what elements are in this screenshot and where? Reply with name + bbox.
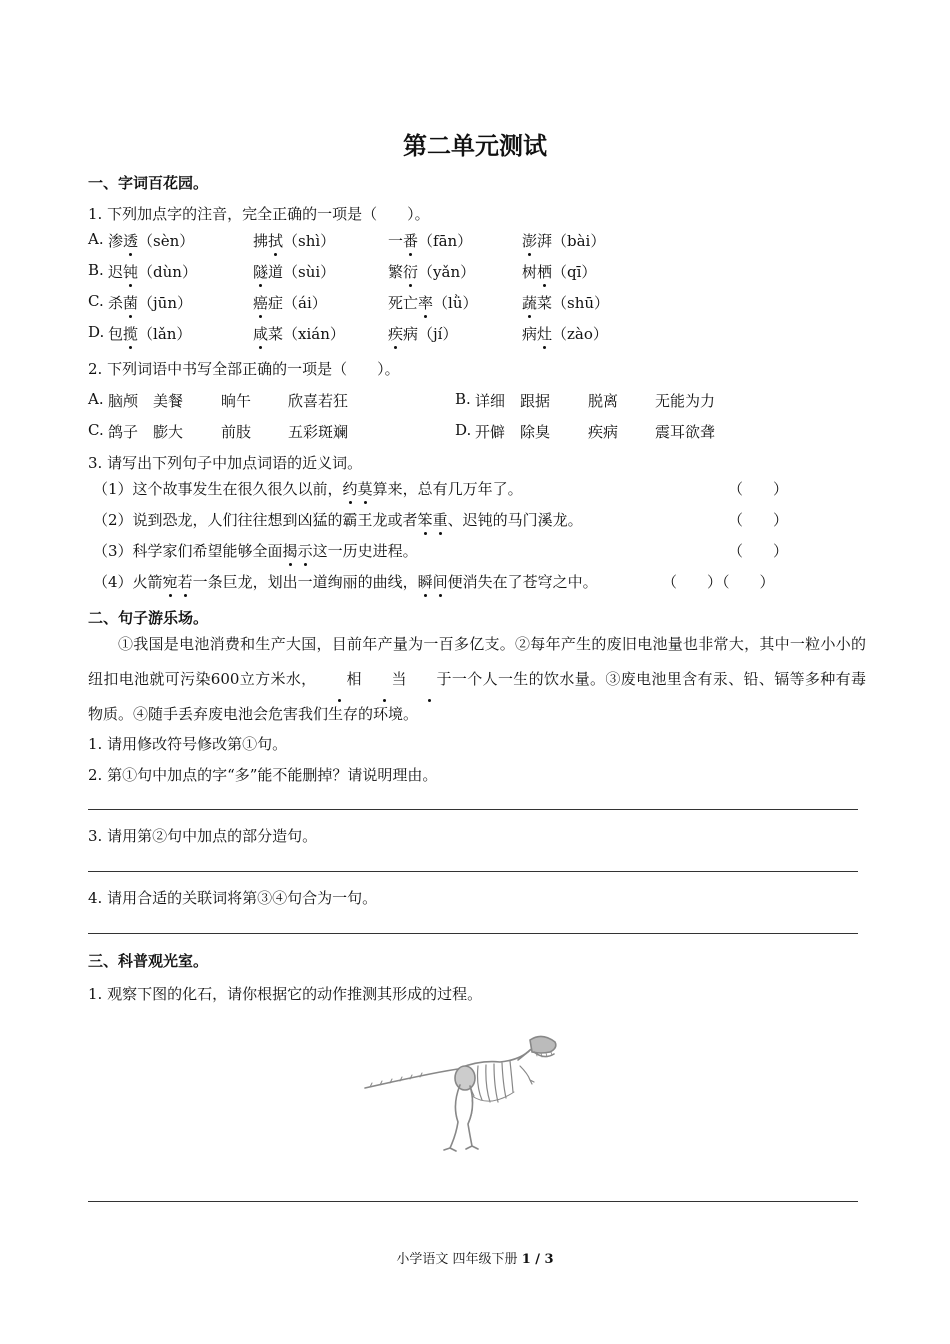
- word-item: 疾病: [588, 423, 619, 441]
- footer-text: 小学语文 四年级下册: [396, 1252, 522, 1267]
- pinyin-item: 拂拭（shì）: [253, 232, 336, 250]
- answer-blank[interactable]: （ ）: [728, 511, 789, 529]
- word-item: 脑颅: [108, 392, 139, 410]
- option-label: B.: [88, 261, 104, 279]
- dotted-char: 莫: [357, 480, 373, 498]
- option-label: C.: [88, 421, 104, 439]
- dotted-char: 澎: [522, 232, 538, 250]
- dotted-char: 率: [418, 294, 434, 312]
- sentence-item: （3）科学家们希望能够全面揭示这一历史进程。: [93, 542, 418, 560]
- dotted-char: 疾: [388, 325, 404, 343]
- section-heading-2: 二、句子游乐场。: [88, 609, 209, 627]
- answer-line[interactable]: [88, 1201, 858, 1202]
- page-number: 1 / 3: [521, 1252, 554, 1267]
- dotted-char: 示: [297, 542, 313, 560]
- word-item: 震耳欲聋: [655, 423, 716, 441]
- dotted-char: 隧: [253, 263, 269, 281]
- answer-blank[interactable]: （ ）（ ）: [662, 573, 775, 591]
- dotted-char: 间: [432, 573, 448, 591]
- dotted-char: 若: [177, 573, 193, 591]
- word-item: 欣喜若狂: [288, 392, 349, 410]
- pinyin-item: 疾病（jí）: [388, 325, 458, 343]
- pinyin-item: 癌症（ái）: [253, 294, 327, 312]
- pinyin-item: 病灶（zào）: [522, 325, 608, 343]
- word-item: 鸽子: [108, 423, 139, 441]
- dotted-char: 揽: [123, 325, 139, 343]
- part2-question-1: 1. 请用修改符号修改第①句。: [88, 735, 288, 753]
- option-label: B.: [455, 390, 471, 408]
- dotted-char: 灶: [537, 325, 553, 343]
- pinyin-item: 迟钝（dùn）: [108, 263, 197, 281]
- word-item: 膨大: [153, 423, 184, 441]
- sentence-item: （2）说到恐龙，人们往往想到凶猛的霸王龙或者笨重、迟钝的马门溪龙。: [93, 511, 583, 529]
- option-label: A.: [88, 390, 104, 408]
- pinyin-item: 咸菜（xián）: [253, 325, 345, 343]
- pinyin-item: 澎湃（bài）: [522, 232, 606, 250]
- pinyin-item: 蔬菜（shū）: [522, 294, 610, 312]
- passage-part-a: ①我国是电池消费和生产大国，目前年产量为一百多亿支。②每年产生的废旧电池量也非常大，其中一粒小小的纽扣电池就可污染600立方米水，: [88, 635, 866, 688]
- word-item: 美餐: [153, 392, 184, 410]
- section-heading-3: 三、科普观光室。: [88, 952, 209, 970]
- dotted-char: 钝: [123, 263, 139, 281]
- word-item: 开僻: [475, 423, 506, 441]
- pinyin-item: 繁衍（yǎn）: [388, 263, 476, 281]
- answer-line[interactable]: [88, 871, 858, 872]
- answer-line[interactable]: [88, 933, 858, 934]
- reading-passage: [88, 627, 866, 732]
- dotted-char: 癌: [253, 294, 269, 312]
- pinyin-item: 树栖（qī）: [522, 263, 597, 281]
- answer-blank[interactable]: （ ）: [728, 542, 789, 560]
- dotted-char: 揭: [282, 542, 298, 560]
- dotted-char: 透: [123, 232, 139, 250]
- dotted-char: 笨: [417, 511, 433, 529]
- dotted-char: 菌: [123, 294, 139, 312]
- word-item: 详细: [475, 392, 506, 410]
- page-footer: [0, 1248, 950, 1267]
- pinyin-item: 死亡率（lǜ）: [388, 294, 478, 312]
- dotted-char: 咸: [253, 325, 269, 343]
- dotted-char: 栖: [537, 263, 553, 281]
- pinyin-item: 隧道（sùi）: [253, 263, 336, 281]
- answer-line[interactable]: [88, 809, 858, 810]
- option-label: D.: [455, 421, 472, 439]
- dotted-char: 番: [403, 232, 419, 250]
- word-item: 前肢: [221, 423, 252, 441]
- word-item: 脱离: [588, 392, 619, 410]
- question-2-stem: 2. 下列词语中书写全部正确的一项是（ ）。: [88, 360, 400, 378]
- dotted-char: 于: [407, 662, 452, 697]
- part3-question-1: 1. 观察下图的化石，请你根据它的动作推测其形成的过程。: [88, 985, 483, 1003]
- passage-dotted-phrase: [317, 670, 452, 688]
- option-label: D.: [88, 323, 105, 341]
- part2-question-3: 3. 请用第②句中加点的部分造句。: [88, 827, 318, 845]
- passage-part-b: 一个人一生的饮水量。③废电池里含有汞、铅、镉等多种有毒物质。④随手丢弃废电池会危害我们生存的环境。: [88, 670, 866, 723]
- dinosaur-fossil-image: [360, 1030, 560, 1155]
- pinyin-item: 一番（fān）: [388, 232, 473, 250]
- dotted-char: 相: [317, 662, 362, 697]
- dotted-char: 蔬: [522, 294, 538, 312]
- word-item: 除臭: [520, 423, 551, 441]
- dotted-char: 当: [362, 662, 407, 697]
- pinyin-item: 渗透（sèn）: [108, 232, 195, 250]
- dotted-char: 重: [432, 511, 448, 529]
- option-label: A.: [88, 230, 104, 248]
- page-title: 第二单元测试: [403, 131, 547, 160]
- pinyin-item: 杀菌（jūn）: [108, 294, 193, 312]
- part2-question-4: 4. 请用合适的关联词将第③④句合为一句。: [88, 889, 378, 907]
- word-item: 无能为力: [655, 392, 716, 410]
- answer-blank[interactable]: （ ）: [728, 480, 789, 498]
- question-3-stem: 3. 请写出下列句子中加点词语的近义词。: [88, 454, 363, 472]
- option-label: C.: [88, 292, 104, 310]
- word-item: 五彩斑斓: [288, 423, 349, 441]
- word-item: 晌午: [221, 392, 252, 410]
- section-heading-1: 一、字词百花园。: [88, 174, 209, 192]
- part2-question-2: 2. 第①句中加点的字“多”能不能删掉？请说明理由。: [88, 766, 438, 784]
- dotted-char: 约: [342, 480, 358, 498]
- sentence-item: （1）这个故事发生在很久很久以前，约莫算来，总有几万年了。: [93, 480, 523, 498]
- dotted-char: 衍: [403, 263, 419, 281]
- dotted-char: 宛: [162, 573, 178, 591]
- dotted-char: 拭: [268, 232, 284, 250]
- word-item: 跟据: [520, 392, 551, 410]
- sentence-item: （4）火箭宛若一条巨龙，划出一道绚丽的曲线，瞬间便消失在了苍穹之中。: [93, 573, 598, 591]
- question-1-stem: 1. 下列加点字的注音，完全正确的一项是（ ）。: [88, 205, 430, 223]
- pinyin-item: 包揽（lǎn）: [108, 325, 192, 343]
- dotted-char: 瞬: [417, 573, 433, 591]
